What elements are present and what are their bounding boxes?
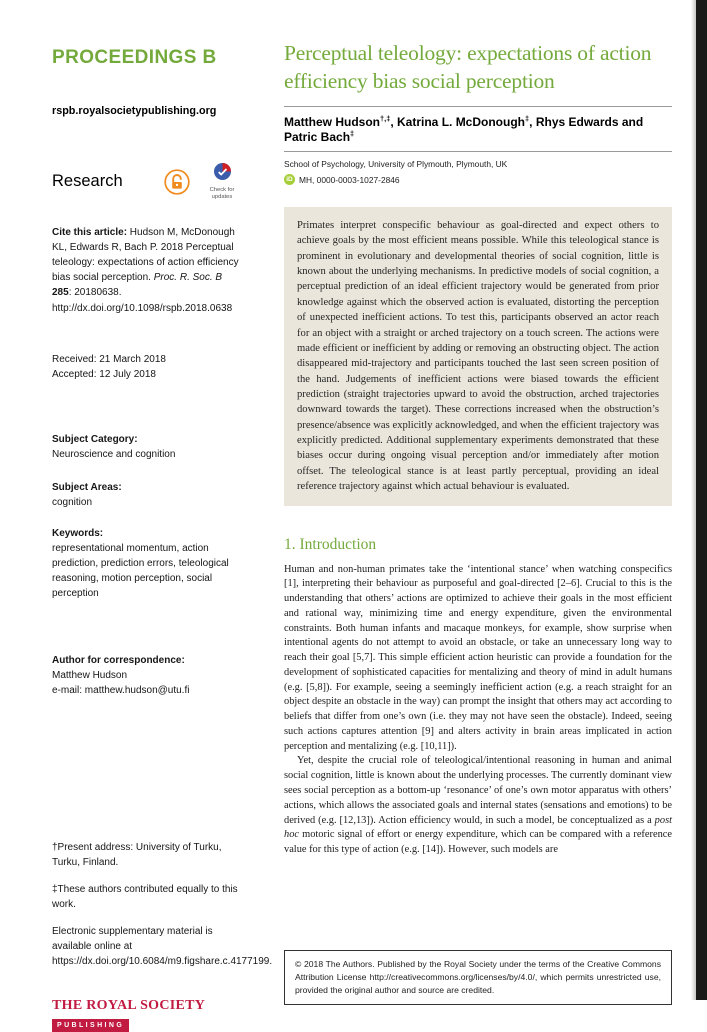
author-footnote-marker: ‡ (525, 114, 530, 124)
section-heading-introduction: 1. Introduction (284, 535, 377, 553)
open-access-icon (164, 169, 190, 195)
sidebar (52, 0, 273, 1032)
subject-category-block (52, 432, 244, 462)
crossmark-icon (214, 163, 231, 185)
subject-areas-label: Subject Areas: (52, 481, 122, 493)
correspondence-label: Author for correspondence: (52, 654, 185, 666)
correspondence-name: Matthew Hudson (52, 669, 128, 681)
email-link[interactable]: matthew.hudson@utu.fi (84, 684, 190, 696)
paragraph-text: Yet, despite the crucial role of teleological/intentional reasoning in human and animal social cognition, little is known about the underlying processes. The currently dominant view sees social perception as a bottom-up ‘resonance’ of one’s own motor apparatus with others’ actions, which allows the associated goals and internal states (sensations and emotions) to be derived (e.g. [12,13]). Action efficiency would, in such a model, be conceptualized as a (284, 755, 672, 826)
subject-category-label: Subject Category: (52, 433, 138, 445)
journal-name: PROCEEDINGS B (52, 47, 217, 68)
affiliation: School of Psychology, University of Plymouth, Plymouth, UK (284, 159, 508, 170)
author-name: Matthew Hudson (284, 115, 380, 130)
orcid-row (284, 174, 672, 185)
received-date: Received: 21 March 2018 (52, 353, 166, 365)
keywords-block (52, 526, 244, 601)
supplementary-material-note (52, 924, 273, 969)
divider-above-authors (284, 106, 672, 107)
cite-volume: 285 (52, 286, 69, 298)
cite-label: Cite this article: (52, 226, 128, 238)
page-edge (696, 0, 707, 1000)
subject-areas-block (52, 480, 244, 510)
correspondence-block (52, 653, 244, 698)
article-title: Perceptual teleology: expectations of action efficiency bias social perception (284, 41, 652, 93)
citation-block (52, 225, 244, 316)
divider-below-authors (284, 151, 672, 152)
copyright-box (284, 950, 672, 1005)
article-main (284, 0, 672, 858)
check-for-updates-badge[interactable] (200, 163, 244, 201)
accepted-date: Accepted: 12 July 2018 (52, 368, 156, 380)
paragraph-italic-text: post hoc (284, 814, 672, 841)
author-name: , Katrina L. McDonough (390, 115, 526, 130)
orcid-ids: MH, 0000-0003-1027-2846 (299, 174, 400, 185)
journal-site-url[interactable]: rspb.royalsocietypublishing.org (52, 104, 217, 117)
copyright-text: © 2018 The Authors. Published by the Royal Society under the terms of the Creative Commons Attribution License (295, 959, 661, 982)
orcid-icon[interactable]: iD (284, 174, 295, 185)
license-link[interactable]: http://creativecommons.org/licenses/by/4.0/ (369, 971, 535, 982)
subject-areas-value: cognition (52, 496, 93, 508)
history-dates (52, 352, 244, 382)
cite-text: Hudson M, McDonough KL, Edwards R, Bach P. 2018 Perceptual teleology: expectations of action efficiency bias social perception. (52, 226, 239, 283)
intro-paragraph-1: Human and non-human primates take the ‘intentional stance’ when watching conspecifics [1], interpreting their behaviour as purposeful and goal-directed [2–6]. Crucial to this is the understanding that others’ actions are optimized to achieve their goals in the most efficient and rational way, minimizing time and energy expenditure, given the environmental constraints. Both human infants and macaque monkeys, for example, show surprise when intentional agents do not attempt to avoid an obstacle, or take an unnecessary long way to reach their goal [5,7]. This simple efficient action heuristic can provide a foundation for the development of sophisticated capacities for mentalizing and theory of mind in adult humans (e.g. [5,8]). For example, seeing a seemingly inefficient action (e.g. a reach straight for an object despite an obstacle in the way) can prompt the insight that others may act according to beliefs that differ from one’s own (i.e. they may not have seen the obstacle). Indeed, seeing such actions captures attention [9] and alters activity in brain areas implicated in action perception and mentalizing (e.g. [10,11]). (284, 563, 672, 752)
crossmark-label: Check for updates (209, 186, 235, 200)
cite-doi-link[interactable]: http://dx.doi.org/10.1098/rspb.2018.0638 (52, 302, 233, 314)
copyright-text: , which permits unrestricted use, provided the original author and source are credited. (295, 971, 661, 995)
royal-society-wordmark: THE ROYAL SOCIETY (52, 997, 206, 1013)
keywords-value: representational momentum, action prediction, prediction errors, teleological reasoning, motion perception, social perception (52, 542, 229, 599)
intro-paragraph-2 (284, 754, 672, 857)
authors-line (284, 114, 672, 144)
subject-category-value: Neuroscience and cognition (52, 448, 176, 460)
cite-article-number: : 20180638. (68, 286, 122, 298)
keywords-label: Keywords: (52, 527, 104, 539)
footnote-equal-contribution: ‡These authors contributed equally to this work. (52, 883, 238, 910)
supplementary-doi-link[interactable]: https://dx.doi.org/10.6084/m9.figshare.c.4177199. (52, 955, 273, 967)
introduction-section (284, 536, 672, 858)
correspondence-email-line (52, 683, 244, 698)
author-footnote-marker: †,‡ (380, 114, 391, 124)
author-name: , Rhys Edwards and Patric Bach (284, 115, 644, 145)
royal-society-publishing-banner: PUBLISHING (52, 1019, 129, 1032)
paragraph-text: motoric signal of effort or energy expenditure, which can be compared with a reference value for this type of action (e.g. [14]). However, such models are (284, 829, 672, 856)
cite-journal-abbrev: Proc. R. Soc. B (153, 271, 223, 283)
article-type-row (52, 163, 244, 201)
author-footnote-marker: ‡ (350, 129, 355, 139)
footnote-present-address: †Present address: University of Turku, Turku, Finland. (52, 841, 222, 868)
supplementary-text: Electronic supplementary material is available online at (52, 925, 213, 952)
abstract: Primates interpret conspecific behaviour as goal-directed and expect others to achieve goals by the most efficient means possible. While this teleological stance is prominent in evolutionary and developmental theories of social cognition, little is known about the underlying mechanisms. In predictive models of social cognition, a perceptual prediction of an ideal efficient trajectory would be generated from prior knowledge against which the observed action is evaluated, distorting the perception of unexpected inefficient actions. To test this, participants observed an actor reach for an object with a straight or arched trajectory on a touch screen. The actions were made efficient or inefficient by adding or removing an obstructing object. The action disappeared mid-trajectory and participants touched the last seen screen position of the hand. Judgements of inefficient actions were biased towards the efficient prediction (straight trajectories upward to avoid the obstruction, arched trajectories downward towards the target). These corrections increased when the obstruction’s presence/absence was explicitly acknowledged, and when the efficient trajectory was explicitly predicted. Additional supplementary experiments demonstrated that these biases occur during ongoing visual perception and/or immediately after motion offset. The teleological stance is at least partly perceptual, providing an ideal reference trajectory against which actual behaviour is evaluated. (284, 207, 672, 505)
email-label: e-mail: (52, 684, 85, 696)
royal-society-logo (52, 995, 244, 1032)
article-type-label: Research (52, 172, 123, 191)
